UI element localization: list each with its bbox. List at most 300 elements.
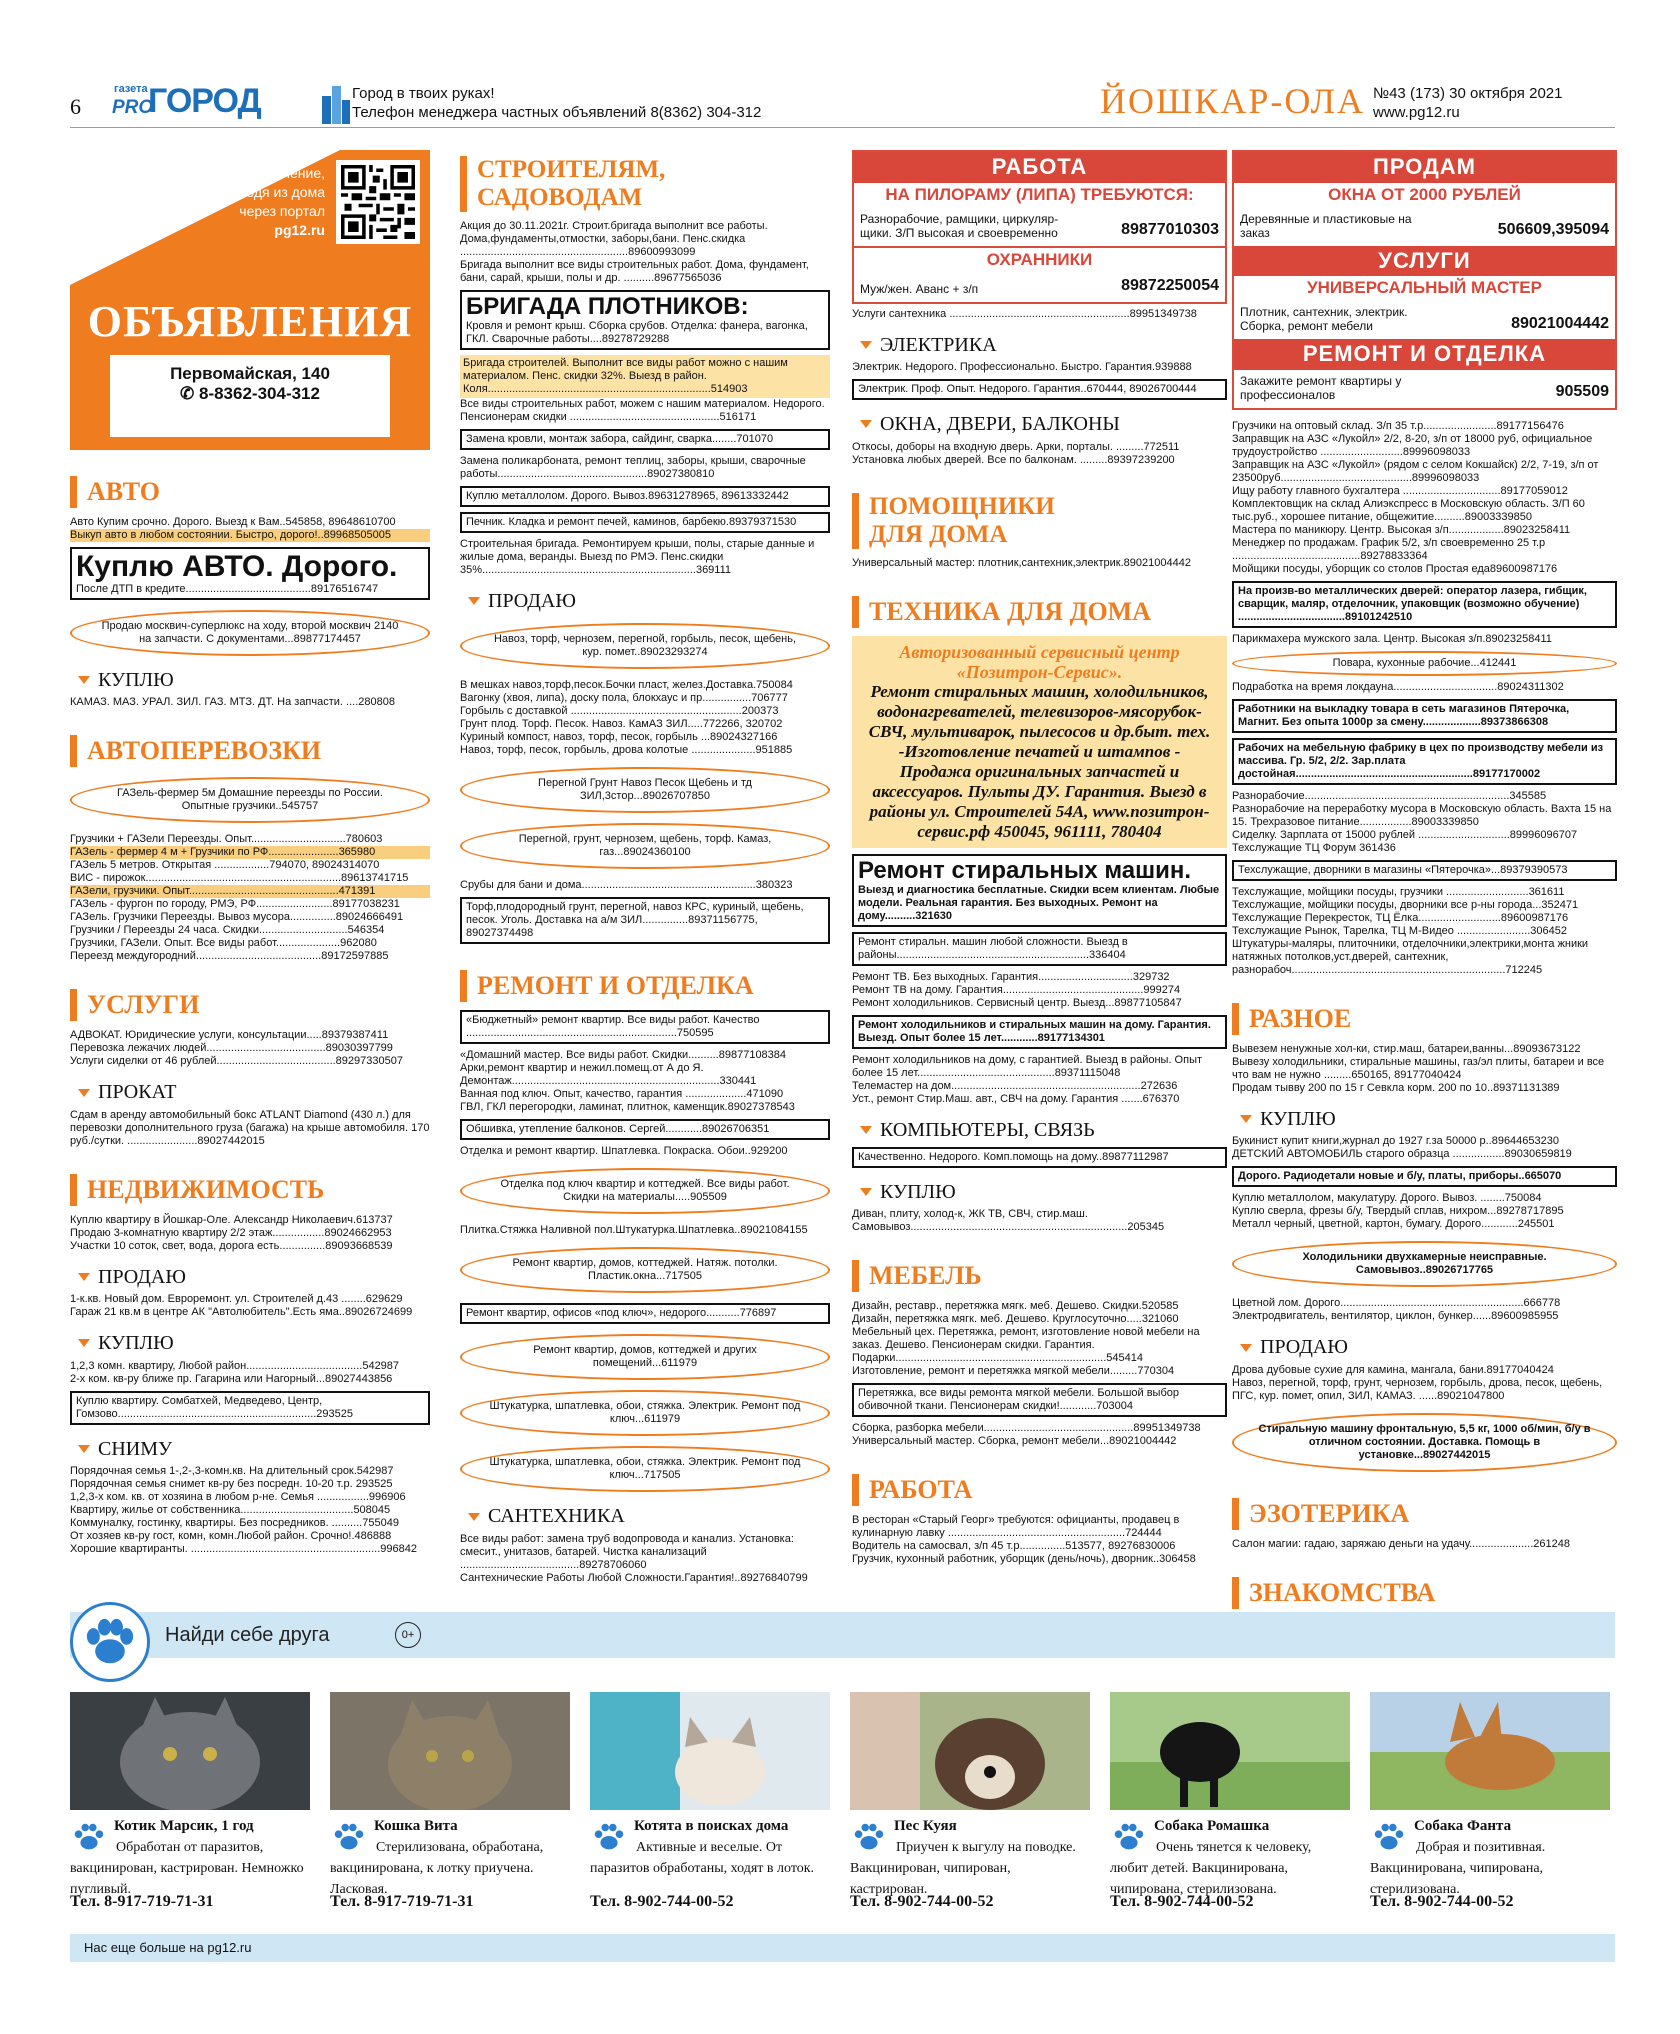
ad: Электрик. Недорого. Профессионально. Быстро. Гарантия.939888 bbox=[852, 361, 1192, 374]
pet-desc: Активные и веселые. От паразитов обработаны, ходят в лоток. bbox=[590, 1840, 815, 1876]
subsection-title: СНИМУ bbox=[98, 1437, 173, 1460]
subsection-title: КУПЛЮ bbox=[1260, 1107, 1336, 1130]
pet-photo bbox=[590, 1692, 830, 1810]
ad: АДВОКАТ. Юридические услуги, консультации.....89379387411 bbox=[70, 1029, 389, 1042]
ad: Дизайн, реставр., перетяжка мягк. меб. Дешево. Скидки.520585 bbox=[852, 1300, 1179, 1313]
arrow-icon bbox=[1240, 1344, 1252, 1352]
pet-card[interactable] bbox=[330, 1692, 570, 1910]
ad: Менеджер по продажам. График 5/2, з/п своевременно 25 т.р ..........................................89278833364 bbox=[1232, 536, 1546, 562]
ad: ВИС - пирожок................................................................89613741715 bbox=[70, 872, 409, 885]
section-raznoe bbox=[1232, 1003, 1617, 1035]
ad: Сиделку. Зарплата от 15000 рублей ..............................89996096707 bbox=[1232, 828, 1578, 841]
ad: Ванная под ключ. Опыт, качество, гарантия ....................471090 bbox=[460, 1088, 784, 1101]
section-bar bbox=[852, 1260, 859, 1292]
section-title: НЕДВИЖИМОСТЬ bbox=[87, 1174, 325, 1204]
city-name: ЙОШКАР-ОЛА bbox=[1100, 81, 1365, 121]
subsection-title: КОМПЬЮТЕРЫ, СВЯЗЬ bbox=[880, 1118, 1095, 1141]
logo-name: ГОРОД bbox=[148, 82, 261, 120]
section-title: ЗНАКОМСТВА bbox=[1249, 1577, 1436, 1607]
phone-line: Телефон менеджера частных объявлений 8(8362) 304-312 bbox=[352, 104, 762, 121]
subsection-title: КУПЛЮ bbox=[98, 1332, 174, 1355]
ad: Хорошие квартиранты. ..............................................................996842 bbox=[70, 1542, 417, 1555]
promo-site[interactable]: pg12.ru bbox=[274, 222, 325, 238]
pets-section bbox=[70, 1612, 1615, 1910]
ad: Отделка и ремонт квартир. Шпатлевка. Покраска. Обои..929200 bbox=[460, 1145, 788, 1158]
ad: Мастера по маникюру. Центр. Высокая з/п..................89023258411 bbox=[1232, 523, 1571, 536]
ad-positron-text: Ремонт стиральных машин, холодильников, водонагревателей, телевизоров-мясорубок-СВЧ, мультиварок, пылесосов и др.быт. тех. -Изготовление печатей и штампов - Продажа оригинальных запчастей и аксессуаров. Пульты ДУ. Гарантия. Выезд в районы ул. Строителей 54А, www.позитрон-сервис.рф 450045, 961111, 780404 bbox=[868, 681, 1211, 841]
section-title: ПОМОЩНИКИ ДЛЯ ДОМА bbox=[869, 492, 1055, 548]
ad: ГАЗель. Грузчики Переезды. Вывоз мусора...............89024666491 bbox=[70, 911, 404, 924]
ad: Заправщик на АЗС «Лукойл» 2/2, 8-20, з/п от 18000 руб, официальное трудоустройство ...........................89996098033 bbox=[1232, 432, 1593, 458]
ad-box: Ремонт стиральн. машин любой сложности. Выезд в районы...............................................................336404 bbox=[852, 932, 1227, 966]
ad-box: «Бюджетный» ремонт квартир. Все виды работ. Качество .....................................................................750595 bbox=[460, 1010, 830, 1044]
ad: Ремонт ТВ на дому. Гарантия..............................................999274 bbox=[852, 983, 1181, 996]
arrow-icon bbox=[860, 341, 872, 349]
section-title: СТРОИТЕЛЯМ, САДОВОДАМ bbox=[477, 156, 666, 211]
ad-positron bbox=[852, 636, 1227, 848]
ad: Откосы, доборы на входную дверь. Арки, порталы. .........772511 bbox=[852, 440, 1180, 453]
ad: Электродвигатель, вентилятор, циклон, бункер......89600985955 bbox=[1232, 1310, 1559, 1323]
ad-box: Рабочих на мебельную фабрику в цех по производству мебели из массива. Гр. 5/2, 2/2. Зар.плата достойная..........................................................89177170002 bbox=[1232, 738, 1617, 785]
ad: Салон магии: гадаю, заряжаю деньги на удачу.....................261248 bbox=[1232, 1537, 1570, 1550]
subsection-title: ПРОДАЮ bbox=[1260, 1336, 1348, 1359]
arrow-icon bbox=[78, 676, 90, 684]
pet-photo bbox=[1110, 1692, 1350, 1810]
ad: Комплектовщик на склад Алиэкспресс в Московскую область. З/П 60 тыс.руб., хорошее питание, общежитие..........89003339850 bbox=[1232, 497, 1585, 523]
ad: 1,2,3-х ком. кв. от хозяина в любом р-не. Семья .................996906 bbox=[70, 1490, 406, 1503]
site-link[interactable]: www.pg12.ru bbox=[1373, 104, 1460, 121]
pet-desc: Добрая и позитивная. Вакцинирована, чипирована, стерилизована. bbox=[1370, 1840, 1546, 1897]
ad-box: Ремонт холодильников и стиральных машин на дому. Гарантия. Выезд. Опыт более 15 лет............89177134301 bbox=[852, 1015, 1227, 1049]
box-head: РАБОТА bbox=[854, 152, 1225, 183]
ad: Коммуналку, гостинку, квартиры. Без посредников. ..........755049 bbox=[70, 1516, 399, 1529]
promo-title: ОБЪЯВЛЕНИЯ bbox=[87, 297, 413, 346]
logo-pro: PRO bbox=[112, 97, 154, 118]
ad: Разнорабочие...................................................................345585 bbox=[1232, 789, 1547, 802]
ad-box: Качественно. Недорого. Комп.помощь на дому..89877112987 bbox=[852, 1147, 1227, 1168]
ad: Грузчики на оптовый склад. З/п 35 т.р........................89177156476 bbox=[1232, 419, 1564, 432]
section-pomoshniki bbox=[852, 493, 1227, 549]
ad-oval: Штукатурка, шпатлевка, обои, стяжка. Электрик. Ремонт под ключ...611979 bbox=[460, 1390, 830, 1436]
ad: Порядочная семья снимет кв-ру без посредн. 10-20 т.р. 293525 bbox=[70, 1477, 393, 1490]
pets-title: Найди себе друга bbox=[165, 1624, 330, 1646]
ad: Техслужащие, мойщики посуды, дворники все р-ны города...352471 bbox=[1232, 898, 1579, 911]
ad: Замена поликарбоната, ремонт теплиц, заборы, крыши, сварочные работы.................................................89027380810 bbox=[460, 455, 806, 480]
box-phone: 89021004442 bbox=[1511, 314, 1609, 332]
ad: Акция до 30.11.2021г. Строит.бригада выполнит все работы. Дома,фундаменты,отмостки, заборы,бани. Пенс.скидка .......................................................89600993099 bbox=[460, 220, 768, 258]
pet-photo bbox=[70, 1692, 310, 1810]
column-2 bbox=[460, 150, 830, 1585]
ad-big: Ремонт стиральных машин. bbox=[858, 856, 1192, 884]
section-title: АВТОПЕРЕВОЗКИ bbox=[87, 736, 322, 766]
section-bar bbox=[70, 476, 77, 508]
ad-highlight: ГАЗель - фермер 4 м + Грузчики по РФ.......................365980 bbox=[70, 846, 430, 859]
box-sub: УНИВЕРСАЛЬНЫЙ МАСТЕР bbox=[1307, 278, 1542, 298]
ad: Установка любых дверей. Все по балконам. .........89397239200 bbox=[852, 453, 1175, 466]
promo-address: Первомайская, 140 bbox=[170, 364, 330, 383]
box-text: Деревянные и пластиковые на заказ bbox=[1240, 211, 1412, 240]
ad: Все виды работ: замена труб водопровода и канализ. Установка: смесит., унитазов, батарей. Чистка канализаций .......................................89278706060 bbox=[460, 1532, 794, 1571]
ad: Ремонт ТВ. Без выходных. Гарантия...............................329732 bbox=[852, 970, 1170, 983]
pet-photo bbox=[330, 1692, 570, 1810]
ad: Продаю 3-комнатную квартиру 2/2 этаж.................89024662953 bbox=[70, 1226, 392, 1239]
ad-box: Печник. Кладка и ремонт печей, каминов, барбекю.89379371530 bbox=[460, 512, 830, 533]
ad: Куплю металлолом, макулатуру. Дорого. Вывоз. ........750084 bbox=[1232, 1192, 1542, 1205]
ad: В ресторан «Старый Георг» требуются: официанты, продавец в кулинарную лавку ..........................................................724444 bbox=[852, 1514, 1180, 1540]
section-title: РАЗНОЕ bbox=[1249, 1003, 1352, 1033]
ad: Переезд междугородний.........................................89172597885 bbox=[70, 950, 389, 963]
section-title: МЕБЕЛЬ bbox=[869, 1261, 982, 1291]
pet-name: Котята в поисках дома bbox=[634, 1818, 789, 1834]
page-header bbox=[70, 78, 1615, 128]
ad-oval: Перегной Грунт Навоз Песок Щебень и тд ЗИЛ,3стор...89026707850 bbox=[460, 767, 830, 813]
promo-phone-row[interactable] bbox=[110, 384, 390, 405]
pet-name: Собака Фанта bbox=[1414, 1818, 1512, 1834]
section-bar bbox=[1232, 1003, 1239, 1035]
pet-phone: Тел. 8-902-744-00-52 bbox=[590, 1893, 734, 1910]
page-number: 6 bbox=[70, 94, 81, 119]
ad: Сантехнические Работы Любой Сложности.Гарантия!..89276840799 bbox=[460, 1571, 808, 1584]
pet-card[interactable] bbox=[1370, 1692, 1610, 1910]
ad-highlight: Выкуп авто в любом состоянии. Быстро, дорого!..89968505005 bbox=[70, 529, 430, 542]
section-bar bbox=[460, 156, 467, 212]
box-phone: 89877010303 bbox=[1121, 221, 1219, 239]
ad: ГВЛ, ГКЛ перегородки, ламинат, плитнок, каменщик.89027378543 bbox=[460, 1101, 795, 1114]
pet-phone: Тел. 8-902-744-00-52 bbox=[1110, 1893, 1254, 1910]
box-head: РЕМОНТ И ОТДЕЛКА bbox=[1234, 339, 1615, 370]
ad: Горбыль с доставкой ........................................................200373 bbox=[460, 705, 779, 718]
subsection-kuplyu bbox=[78, 1331, 430, 1355]
ad-oval: ГАЗель-фермер 5м Домашние переезды по России. Опытные грузчики..545757 bbox=[70, 777, 430, 823]
ad-big: БРИГАДА ПЛОТНИКОВ: bbox=[466, 293, 749, 320]
section-remont bbox=[460, 970, 830, 1002]
box-row bbox=[854, 272, 1225, 302]
subsection-prokat bbox=[78, 1080, 430, 1104]
ad: Грунт плод. Торф. Песок. Навоз. КамАЗ ЗИЛ.....772266, 320702 bbox=[460, 718, 783, 731]
section-title: АВТО bbox=[87, 477, 160, 506]
tagline: Город в твоих руках! bbox=[352, 85, 495, 102]
ad: Куриный компост, навоз, торф, песок, горбыль ...89024327166 bbox=[460, 731, 778, 744]
subsection-kuplyu bbox=[860, 1180, 1227, 1204]
section-bar bbox=[1232, 1498, 1239, 1530]
ad: Выезд и диагностика бесплатные. Скидки всем клиентам. Любые модели. Реальная гарантия. Без выходных. Ремонт на дому..........321630 bbox=[858, 883, 1220, 922]
ad: Вывезу холодильники, стиральные машины, газ/эл плиты, батареи и все что вам не нужно .........650165, 89177040424 bbox=[1232, 1055, 1605, 1081]
subsection-title: КУПЛЮ bbox=[98, 669, 174, 691]
ad-box: Куплю квартиру. Сомбатхей, Медведево, Центр, Гомзово.................................................................293525 bbox=[70, 1391, 430, 1425]
header-text bbox=[352, 84, 761, 122]
section-uslugi bbox=[70, 989, 430, 1021]
ad: Универсальный мастер: плотник,сантехник,электрик.89021004442 bbox=[852, 556, 1191, 569]
ad-box: Ремонт квартир, офисов «под ключ», недорого...........776897 bbox=[460, 1303, 830, 1324]
ad-box bbox=[852, 854, 1227, 927]
pet-card[interactable] bbox=[1110, 1692, 1350, 1910]
promo-card bbox=[110, 355, 390, 437]
ad: Навоз, торф, песок, горбыль, дрова колотые .....................951885 bbox=[460, 744, 793, 757]
ad: ГАЗель - фургон по городу, РМЭ, РФ.........................89177038231 bbox=[70, 898, 400, 911]
ad: Грузчики + ГАЗели Переезды. Опыт...............................780603 bbox=[70, 833, 383, 846]
column-3 bbox=[852, 150, 1227, 1566]
box-text: Закажите ремонт квартиры у профессионалов bbox=[1240, 373, 1402, 402]
section-bar bbox=[852, 493, 859, 549]
subsection-title: САНТЕХНИКА bbox=[488, 1505, 625, 1528]
ad: ГАЗель 5 метров. Открытая ..................794070, 89024314070 bbox=[70, 859, 380, 872]
issue-number: №43 (173) 30 октября 2021 bbox=[1373, 85, 1563, 102]
logo-small: газета bbox=[114, 83, 148, 95]
ad-oval: Повара, кухонные рабочие...412441 bbox=[1232, 651, 1617, 676]
ad: Изготовление, ремонт и перетяжка мягкой мебели.........770304 bbox=[852, 1365, 1175, 1378]
ad: Грузчики, ГАЗели. Опыт. Все виды работ.....................962080 bbox=[70, 937, 377, 950]
ad: Бригада выполнит все виды строительных работ. Дома, фундамент, бани, сарай, крыши, полы и др. ..........89677565036 bbox=[460, 259, 809, 284]
ad: Гараж 21 кв.м в центре АК "Автолюбитель".Есть яма..89026724699 bbox=[70, 1306, 413, 1319]
section-znakomstva bbox=[1232, 1577, 1617, 1609]
ad-box: Замена кровли, монтаж забора, сайдинг, сварка........701070 bbox=[460, 429, 830, 450]
section-bar bbox=[852, 1474, 859, 1506]
ad: Дизайн, перетяжка мягк. меб. Дешево. Круглосуточно.....321060 bbox=[852, 1313, 1179, 1326]
box-sub: НА ПИЛОРАМУ (ЛИПА) ТРЕБУЮТСЯ: bbox=[885, 184, 1194, 204]
logo bbox=[102, 82, 307, 124]
pet-photo bbox=[1370, 1692, 1610, 1810]
ad-box bbox=[460, 290, 830, 350]
ad: Сборка, разборка мебели.................................................89951349738 bbox=[852, 1422, 1201, 1435]
section-bar bbox=[460, 970, 467, 1002]
ad: Срубы для бани и дома.........................................................380323 bbox=[460, 879, 793, 892]
ad-highlight: ГАЗели, грузчики. Опыт.................................................471391 bbox=[70, 885, 430, 898]
ad: Водитель на самосвал, з/п 45 т.р...............513577, 89276830006 bbox=[852, 1540, 1176, 1553]
ad: Техслужащие Рынок, Тарелка, ТЦ М-Видео ........................306452 bbox=[1232, 924, 1568, 937]
subsection-prodayu bbox=[1240, 1335, 1617, 1359]
pet-desc: Приучен к выгулу на поводке. Вакцинирован, чипирован, кастрирован. bbox=[850, 1840, 1076, 1897]
ad-oval: Стиральную машину фронтальную, 5,5 кг, 1000 об/мин, б/у в отличном состоянии. Доставка. Помощь в установке...89027442015 bbox=[1232, 1413, 1617, 1472]
arrow-icon bbox=[78, 1089, 90, 1097]
ad-box: Электрик. Проф. Опыт. Недорого. Гарантия..670444, 89026700444 bbox=[852, 379, 1227, 400]
ad: «Домашний мастер. Все виды работ. Скидки..........89877108384 bbox=[460, 1049, 787, 1062]
arrow-icon bbox=[78, 1339, 90, 1347]
ad: Телемастер на дом..............................................................272636 bbox=[852, 1079, 1178, 1092]
box-phone: 89872250054 bbox=[1121, 277, 1219, 295]
ad-oval: Перегной, грунт, чернозем, щебень, торф. Камаз, газ...89024360100 bbox=[460, 823, 830, 869]
box-phone: 506609,395094 bbox=[1497, 221, 1609, 239]
ad: Подработка на время локдауна..................................89024311302 bbox=[1232, 680, 1564, 693]
box-row bbox=[854, 208, 1225, 246]
ad: 1,2,3 комн. квартиру, Любой район......................................542987 bbox=[70, 1359, 400, 1372]
ad: От хозяев кв-ру гост, комн, комн.Любой район. Срочно!.486888 bbox=[70, 1529, 392, 1542]
ad: В мешках навоз,торф,песок.Бочки пласт, желез.Доставка.750084 bbox=[460, 679, 793, 692]
ad-oval: Продаю москвич-суперлюкс на ходу, второй москвич 2140 на запчасти. С документами...89877174457 bbox=[70, 610, 430, 656]
arrow-icon bbox=[468, 597, 480, 605]
pet-desc: Обработан от паразитов, вакцинирован, кастрирован. Немножко пугливый. bbox=[70, 1840, 304, 1897]
promo-line: через портал bbox=[239, 203, 325, 219]
pet-phone: Тел. 8-917-719-71-31 bbox=[70, 1893, 214, 1910]
section-title: ТЕХНИКА ДЛЯ ДОМА bbox=[869, 596, 1152, 626]
arrow-icon bbox=[78, 1445, 90, 1453]
pet-card[interactable] bbox=[850, 1692, 1090, 1910]
subsection-kuplyu bbox=[1240, 1107, 1617, 1131]
subsection-prodayu bbox=[78, 1265, 430, 1289]
ad: Мойщики посуды, уборщик со столов Простая еда89600987176 bbox=[1232, 562, 1558, 575]
arrow-icon bbox=[1240, 1115, 1252, 1123]
pet-name: Котик Марсик, 1 год bbox=[114, 1818, 254, 1834]
footer-link[interactable]: Нас еще больше на pg12.ru bbox=[70, 1934, 1615, 1962]
sell-box-okna bbox=[1232, 150, 1617, 410]
ad: Навоз, перегной, торф, грунт, чернозем, горбыль, дрова, песок, щебень, ПГС, кур. помет, опил, ЗИЛ, КАМАЗ. ......89021047800 bbox=[1232, 1376, 1603, 1402]
promo-phone: 8-8362-304-312 bbox=[198, 384, 320, 403]
pet-card[interactable] bbox=[70, 1692, 310, 1910]
ad: Букинист купит книги,журнал до 1927 г.за 50000 р..89644653230 bbox=[1232, 1135, 1559, 1148]
subsection-snimu bbox=[78, 1437, 430, 1461]
section-title: РЕМОНТ И ОТДЕЛКА bbox=[477, 971, 754, 1001]
pet-name: Собака Ромашка bbox=[1154, 1818, 1270, 1834]
ad: Универсальный мастер. Сборка, ремонт мебели...89021004442 bbox=[852, 1435, 1177, 1448]
section-bar bbox=[1232, 1577, 1239, 1609]
ad: Перевозка лежачих людей.......................................89030397799 bbox=[70, 1042, 393, 1055]
ad-oval: Ремонт квартир, домов, коттеджей и других помещений...611979 bbox=[460, 1334, 830, 1380]
promo-line: не выходя из дома bbox=[202, 184, 325, 200]
ad: Сдам в аренду автомобильный бокс ATLANT Diamond (430 л.) для перевозки дополнительного груза (багажа) на крыше автомобиля. 170 руб./сутки. .......................89027442015 bbox=[70, 1108, 430, 1147]
ad: Вывезем ненужные хол-ки, стир.маш, батареи,ванны...89093673122 bbox=[1232, 1042, 1581, 1055]
ad: После ДТП в кредите.........................................89176516747 bbox=[76, 583, 379, 595]
section-bar bbox=[852, 596, 859, 628]
promo-block bbox=[70, 150, 430, 450]
subsection-title: ОКНА, ДВЕРИ, БАЛКОНЫ bbox=[880, 413, 1120, 436]
ad: Услуги сантехника ...........................................................89951349738 bbox=[852, 307, 1197, 320]
subsection-santehnika bbox=[468, 1504, 830, 1528]
ad: Грузчики / Переезды 24 часа. Скидки.............................546354 bbox=[70, 924, 385, 937]
pet-phone: Тел. 8-917-719-71-31 bbox=[330, 1893, 474, 1910]
box-text: Разнорабочие, рамщики, циркуляр-щики. З/П высокая и своевременно bbox=[860, 211, 1059, 240]
ad: Ремонт холодильников на дому, с гарантией. Выезд в районы. Опыт более 15 лет.............................................89371115048 bbox=[852, 1053, 1203, 1079]
subsection-title: ПРОДАЮ bbox=[488, 590, 576, 612]
qr-code-icon[interactable] bbox=[336, 160, 420, 244]
promo-text bbox=[198, 164, 325, 240]
ad: Продам тывву 200 по 15 г Севкла корм. 200 по 10..89371131389 bbox=[1232, 1081, 1560, 1094]
subsection-title: ПРОДАЮ bbox=[98, 1265, 186, 1288]
ad-box: Куплю металлолом. Дорого. Вывоз.89631278965, 89613332442 bbox=[460, 486, 830, 507]
box-sub: ОХРАННИКИ bbox=[854, 246, 1225, 273]
ad: Ищу работу главного бухгалтера ................................89177059012 bbox=[1232, 484, 1568, 497]
section-rabota bbox=[852, 1474, 1227, 1506]
ad: Парикмахера мужского зала. Центр. Высокая з/п.89023258411 bbox=[1232, 632, 1552, 645]
ad-oval: Отделка под ключ квартир и коттеджей. Все виды работ. Скидки на материалы.....905509 bbox=[460, 1168, 830, 1214]
pet-desc: Очень тянется к человеку, любит детей. Вакцинирована, чипирована, стерилизована. bbox=[1110, 1840, 1312, 1897]
subsection-prodayu bbox=[468, 589, 830, 613]
box-row bbox=[1234, 301, 1615, 339]
ad: Техслужащие, мойщики посуды, грузчики ...........................361611 bbox=[1232, 885, 1565, 898]
box-head: ПРОДАМ bbox=[1234, 152, 1615, 183]
ad: Цветной лом. Дорого............................................................666778 bbox=[1232, 1297, 1561, 1310]
age-badge: 0+ bbox=[395, 1622, 421, 1648]
box-row bbox=[1234, 208, 1615, 246]
ad: Участки 10 соток, свет, вода, дорога есть...............89093668539 bbox=[70, 1239, 393, 1252]
ad-box: Дорого. Радиодетали новые и б/у, платы, приборы..665070 bbox=[1232, 1166, 1617, 1187]
ad: Все виды строительных работ, можем с нашим материалом. Недорого. Пенсионерам скидки .................................................516171 bbox=[460, 398, 825, 423]
ad: Вагонку (хвоя, липа), доску пола, блокхаус и пр................706777 bbox=[460, 692, 788, 705]
box-text: Муж/жен. Аванс + з/п bbox=[860, 281, 979, 296]
pet-card[interactable] bbox=[590, 1692, 830, 1910]
ad: Техслужащие ТЦ Форум 361436 bbox=[1232, 841, 1396, 854]
ad-positron-head: Авторизованный сервисный центр «Позитрон-Сервис». bbox=[899, 641, 1180, 682]
section-title: РАБОТА bbox=[869, 1475, 973, 1505]
issue-info bbox=[1373, 84, 1562, 122]
pet-phone: Тел. 8-902-744-00-52 bbox=[1370, 1893, 1514, 1910]
section-bar bbox=[70, 1174, 77, 1206]
section-avto bbox=[70, 476, 430, 508]
pet-name: Пес Куяя bbox=[894, 1818, 957, 1834]
ad: Строительная бригада. Ремонтируем крыши, полы, старые данные и жилые дома, веранды. Выезд по РМЭ. Пенс.скидки 35%......................................................................369111 bbox=[460, 538, 815, 576]
subsection-kuplyu bbox=[78, 668, 430, 692]
arrow-icon bbox=[860, 1188, 872, 1196]
box-row bbox=[1234, 370, 1615, 408]
ad-box bbox=[70, 547, 430, 600]
ad: Арки,ремонт квартир и нежил.помещ.от А до Я. Демонтаж....................................................................330441 bbox=[460, 1062, 757, 1088]
section-avtoperevozki bbox=[70, 735, 430, 767]
ad: 1-к.кв. Новый дом. Евроремонт. ул. Строителей д.43 ........629629 bbox=[70, 1293, 403, 1306]
box-head: УСЛУГИ bbox=[1234, 246, 1615, 277]
ad: КАМАЗ. МАЗ. УРАЛ. ЗИЛ. ГАЗ. МТЗ. ДТ. На запчасти. ....280808 bbox=[70, 696, 395, 709]
ad: Металл черный, цветной, картон, бумагу. Дорого............245501 bbox=[1232, 1218, 1555, 1231]
section-title: УСЛУГИ bbox=[87, 990, 200, 1020]
arrow-icon bbox=[468, 1513, 480, 1521]
ad-box: Работники на выкладку товара в сеть магазинов Пятерочка, Магнит. Без опыта 1000р за смену...................89373866308 bbox=[1232, 699, 1617, 733]
ad: Кровля и ремонт крыш. Сборка срубов. Отделка: фанера, вагонка, ГКЛ. Сварочные работы....89278729288 bbox=[466, 320, 808, 345]
ad-box: Техслужащие, дворники в магазины «Пятерочка»...89379390573 bbox=[1232, 860, 1617, 881]
pet-photo bbox=[850, 1692, 1090, 1810]
subsection-title: ЭЛЕКТРИКА bbox=[880, 333, 997, 356]
ad: 2-х ком. кв-ру ближе пр. Гагарина или Нагорный...89027443856 bbox=[70, 1372, 393, 1385]
section-mebel bbox=[852, 1260, 1227, 1292]
ad-box: На произв-во металлических дверей: оператор лазера, гибщик, сварщик, маляр, отделочник, упаковщик (возможно обучение) ...................................89101242510 bbox=[1232, 581, 1617, 628]
ad: Мебельный цех. Перетяжка, ремонт, изготовление новой мебели на заказ. Дешево. Пенсионерам скидки. Гарантия. Подарки.....................................................................545414 bbox=[852, 1326, 1200, 1365]
arrow-icon bbox=[860, 1126, 872, 1134]
ad: ДЕТСКИЙ АВТОМОБИЛЬ старого образца .................89030659819 bbox=[1232, 1148, 1572, 1161]
city-buildings-icon bbox=[320, 82, 352, 126]
pet-desc: Стерилизована, обработана, вакцинирована, к лотку приучена. Ласковая. bbox=[330, 1840, 544, 1897]
subsection-title: КУПЛЮ bbox=[880, 1180, 956, 1203]
section-title: ЭЗОТЕРИКА bbox=[1249, 1498, 1410, 1528]
ad: Диван, плиту, холод-к, ЖК ТВ, СВЧ, стир.маш. Самовывоз.......................................................................205345 bbox=[852, 1208, 1165, 1234]
ad: Штукатуры-маляры, плиточники, отделочники,электрики,монта жники натяжных потолков,уст.дверей, сантехник, разнорабоч......................................................................712245 bbox=[1232, 937, 1589, 976]
section-stroitelyam bbox=[460, 156, 830, 212]
ad-box: Перетяжка, все виды ремонта мягкой мебели. Большой выбор обивочной ткани. Пенсионерам скидки!............703004 bbox=[852, 1383, 1227, 1417]
ad: Грузчик, кухонный работник, уборщик (день/ночь), дворник..306458 bbox=[852, 1553, 1196, 1566]
ad: Ремонт холодильников. Сервисный центр. Выезд...89877105847 bbox=[852, 996, 1182, 1009]
pet-phone: Тел. 8-902-744-00-52 bbox=[850, 1893, 994, 1910]
subsection-komp bbox=[860, 1118, 1227, 1142]
ad: Уст., ремонт Стир.Маш. авт., СВЧ на дому. Гарантия .......676370 bbox=[852, 1092, 1180, 1105]
box-sub: ОКНА ОТ 2000 РУБЛЕЙ bbox=[1328, 184, 1521, 204]
ad: Куплю квартиру в Йошкар-Оле. Александр Николаевич.613737 bbox=[70, 1213, 393, 1226]
pet-name: Кошка Вита bbox=[374, 1818, 458, 1834]
ad-oval: Штукатурка, шпатлевка, обои, стяжка. Электрик. Ремонт под ключ...717505 bbox=[460, 1446, 830, 1492]
ad: Заправщик на АЗС «Лукойл» (рядом с селом Кокшайск) 2/2, 7-19, з/п от 23500руб...........................................89996098033 bbox=[1232, 458, 1599, 484]
column-1 bbox=[70, 150, 430, 1556]
job-box-pilorama bbox=[852, 150, 1227, 304]
ad-oval: Холодильники двухкамерные неисправные. Самовывоз..89026717765 bbox=[1232, 1241, 1617, 1287]
ad: Порядочная семья 1-,2-,3-комн.кв. На длительный срок.542987 bbox=[70, 1464, 394, 1477]
ad-big: Куплю АВТО. Дорого. bbox=[76, 550, 398, 583]
arrow-icon bbox=[78, 1273, 90, 1281]
ad: Плитка.Стяжка Наливной пол.Штукатурка.Шпатлевка..89021084155 bbox=[460, 1224, 808, 1237]
ad-box: Торф,плодородный грунт, перегной, навоз КРС, куриный, щебень, песок. Уголь. Доставка на а/м ЗИЛ...............89371156775, 89027374498 bbox=[460, 897, 830, 944]
ad: Дрова дубовые сухие для камина, мангала, бани.89177040424 bbox=[1232, 1363, 1554, 1376]
ad: Куплю сверла, фрезы б/у, Твердый сплав, нихром...89278717895 bbox=[1232, 1205, 1564, 1218]
section-bar bbox=[70, 989, 77, 1021]
section-bar bbox=[70, 735, 77, 767]
ad-oval: Навоз, торф, чернозем, перегной, горбыль, песок, щебень, кур. помет..89023293274 bbox=[460, 623, 830, 669]
box-text: Плотник, сантехник, электрик. Сборка, ремонт мебели bbox=[1240, 305, 1408, 334]
promo-line: Подай объявление, bbox=[197, 165, 325, 181]
section-nedvizhimost bbox=[70, 1174, 430, 1206]
subsection-title: ПРОКАТ bbox=[98, 1081, 177, 1104]
